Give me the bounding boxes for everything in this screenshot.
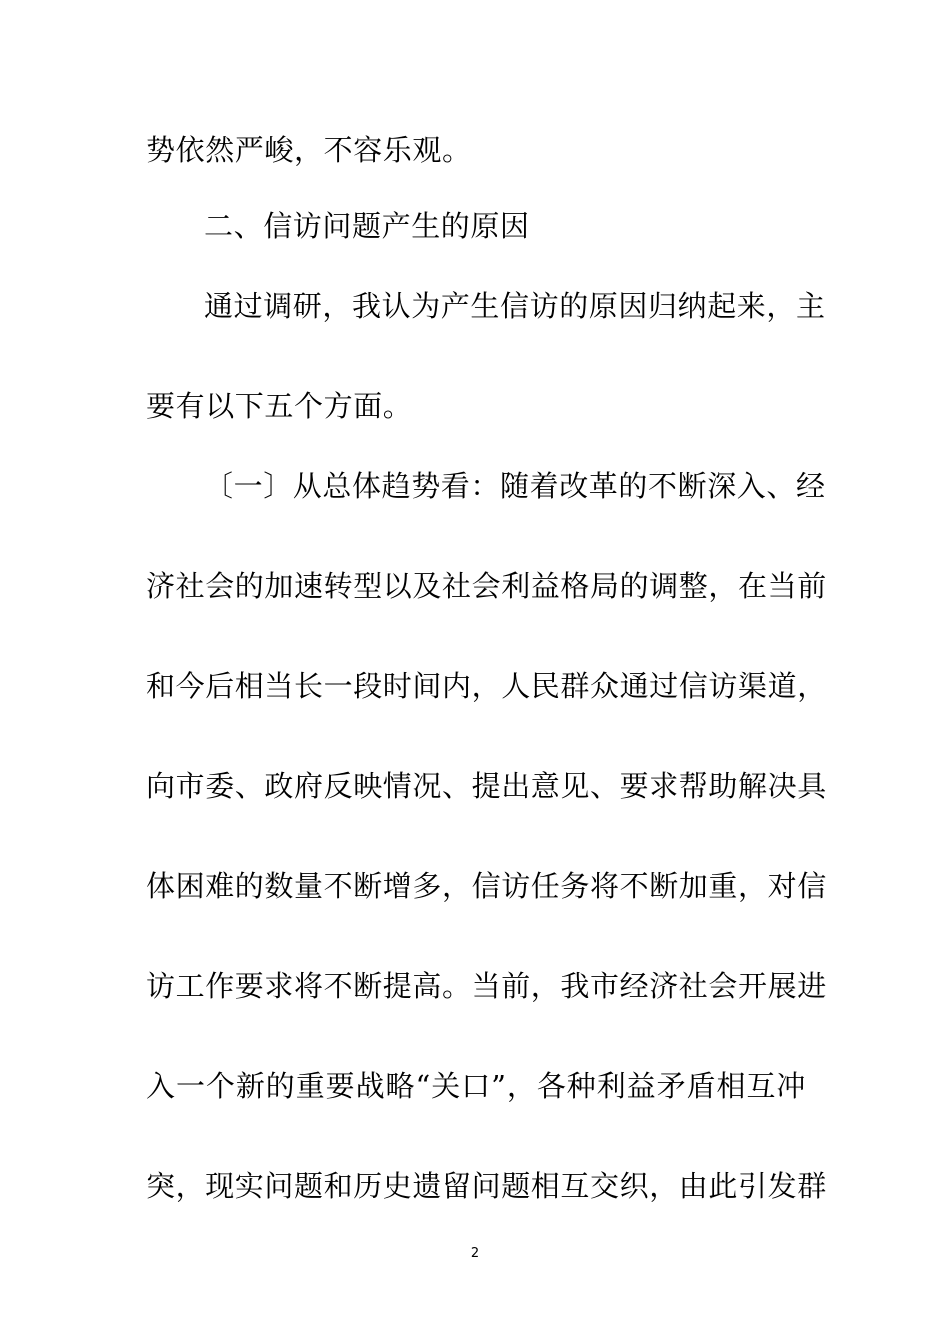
text-line: 向市委、政府反映情况、提出意见、要求帮助解决具 xyxy=(146,769,827,803)
text-line: 和今后相当长一段时间内，人民群众通过信访渠道， xyxy=(146,669,827,703)
text-line: 入一个新的重要战略“关口”，各种利益矛盾相互冲 xyxy=(146,1069,806,1103)
text-line: 突，现实问题和历史遗留问题相互交织，由此引发群 xyxy=(146,1169,827,1203)
text-line: 要有以下五个方面。 xyxy=(146,389,413,423)
text-line: 势依然严峻，不容乐观。 xyxy=(146,133,472,167)
text-line: 体困难的数量不断增多，信访任务将不断加重，对信 xyxy=(146,869,827,903)
text-line: 通过调研，我认为产生信访的原因归纳起来，主 xyxy=(204,289,826,323)
page-number: 2 xyxy=(470,1246,480,1261)
text-line: 访工作要求将不断提高。当前，我市经济社会开展进 xyxy=(146,969,827,1003)
subsection-heading: 〔一〕从总体趋势看：随着改革的不断深入、经 xyxy=(204,469,826,503)
text-line: 济社会的加速转型以及社会利益格局的调整，在当前 xyxy=(146,569,827,603)
section-heading: 二、信访问题产生的原因 xyxy=(204,209,530,243)
